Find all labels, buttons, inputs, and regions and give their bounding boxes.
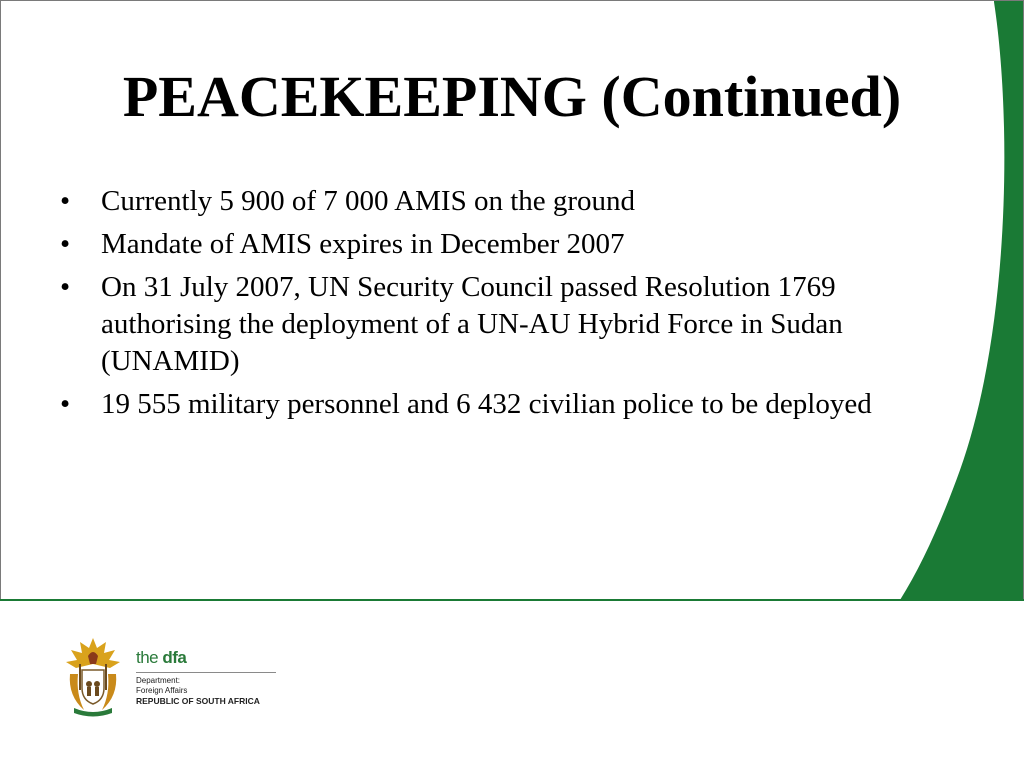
bullet-item bbox=[60, 226, 965, 263]
bullet-icon: • bbox=[60, 228, 71, 260]
dfa-prefix: the bbox=[136, 648, 159, 667]
dfa-logo bbox=[62, 634, 282, 720]
bullet-list bbox=[60, 183, 965, 429]
bullet-item bbox=[60, 269, 965, 380]
bullet-icon: • bbox=[60, 185, 71, 217]
bullet-icon: • bbox=[60, 271, 71, 303]
dfa-wordmark bbox=[136, 648, 282, 668]
bullet-item bbox=[60, 183, 965, 220]
country-name: REPUBLIC OF SOUTH AFRICA bbox=[136, 696, 260, 706]
bullet-item bbox=[60, 386, 965, 423]
bullet-text: On 31 July 2007, UN Security Council passed Resolution 1769 authorising the deployment of a UN-AU Hybrid Force in Sudan (UNAMID) bbox=[101, 271, 843, 377]
dfa-rule bbox=[136, 672, 276, 673]
footer-divider bbox=[0, 599, 1024, 601]
dfa-name: dfa bbox=[162, 648, 187, 667]
bullet-text: Currently 5 900 of 7 000 AMIS on the ground bbox=[101, 185, 636, 217]
bullet-icon: • bbox=[60, 388, 71, 420]
department-name: Foreign Affairs bbox=[136, 686, 188, 695]
slide-title: PEACEKEEPING (Continued) bbox=[122, 64, 902, 129]
department-label: Department: bbox=[136, 676, 181, 685]
bullet-text: 19 555 military personnel and 6 432 civilian police to be deployed bbox=[101, 388, 872, 420]
coat-of-arms-icon bbox=[62, 634, 124, 718]
dfa-text-block bbox=[136, 648, 282, 706]
bullet-text: Mandate of AMIS expires in December 2007 bbox=[101, 228, 625, 260]
